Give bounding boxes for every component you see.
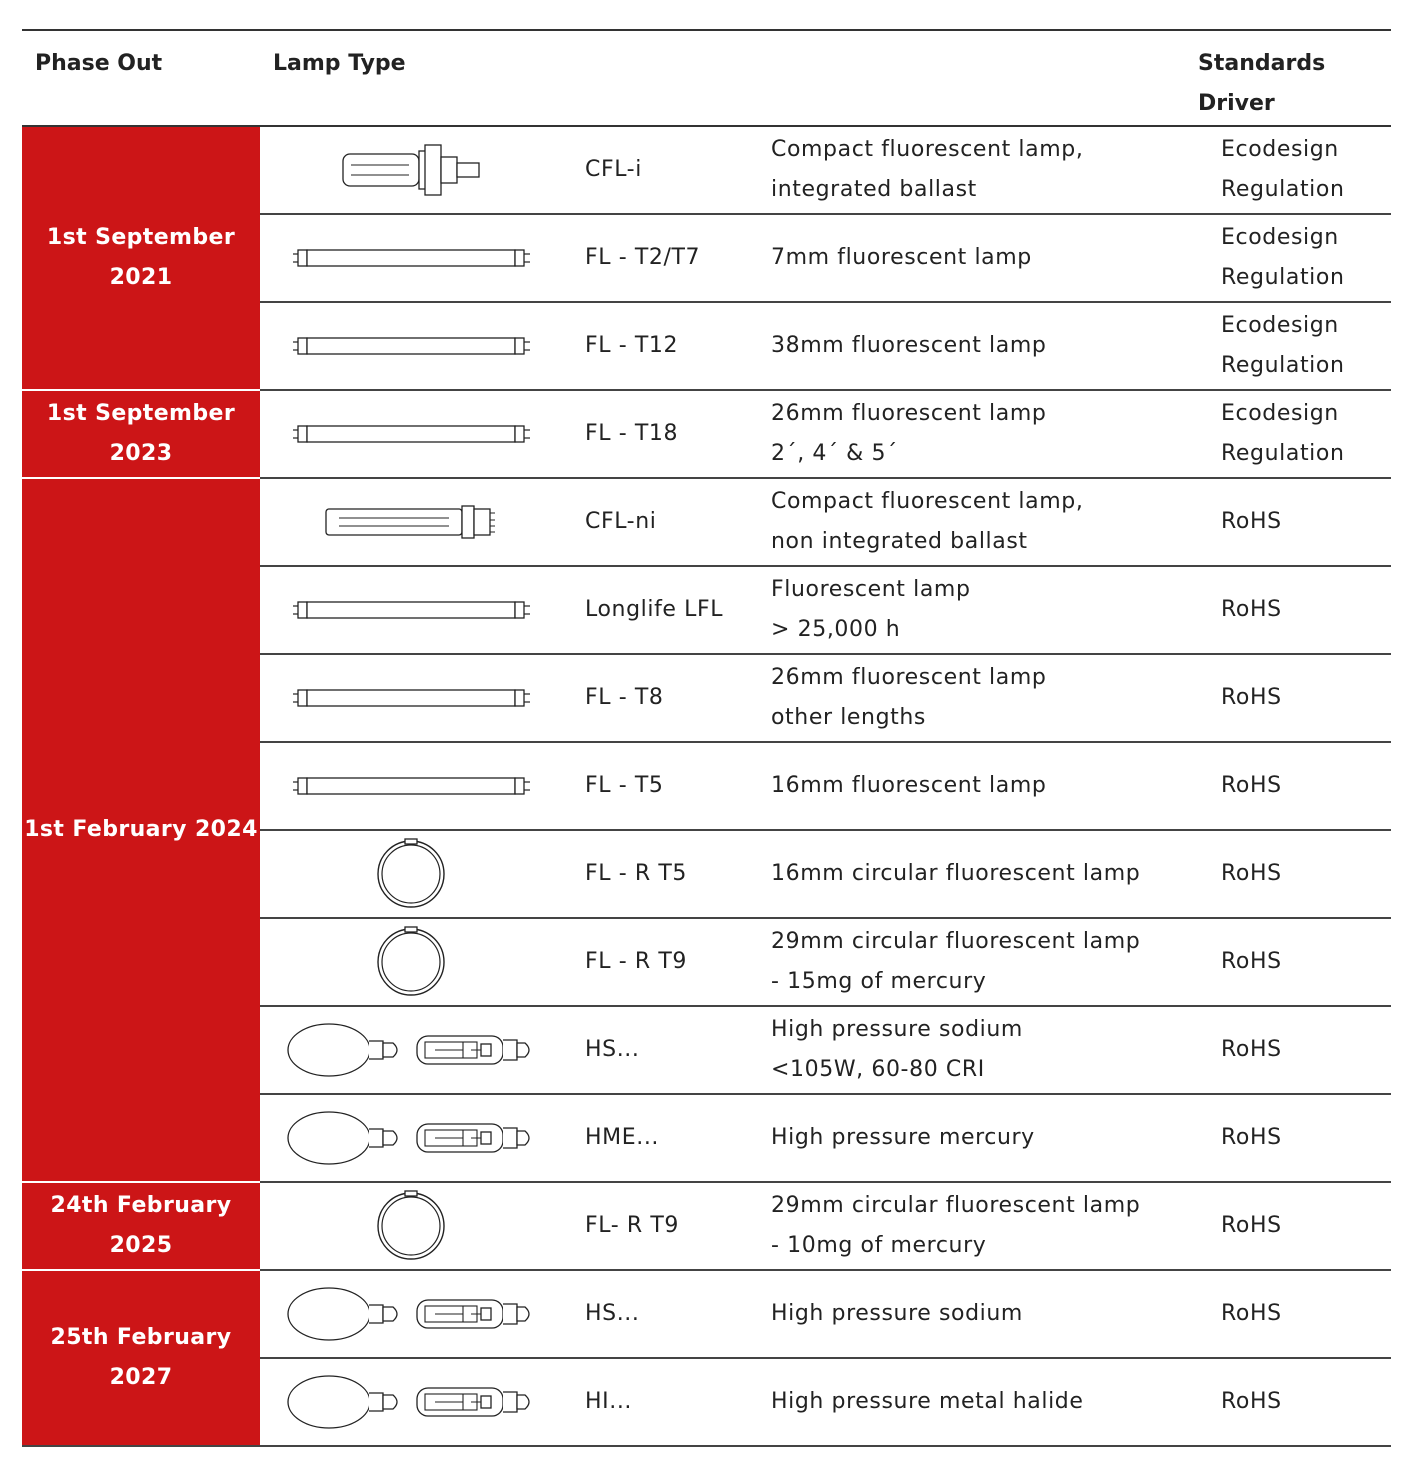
standards-driver: RoHS: [1198, 1270, 1391, 1358]
linear-tube-lamp-icon: [291, 421, 531, 446]
table-row: [22, 126, 1391, 214]
lamp-illustration-cell: [260, 390, 562, 478]
lamp-code: CFL-i: [562, 126, 748, 214]
lamp-description: 29mm circular fluorescent lamp - 10mg of mercury: [748, 1182, 1198, 1270]
phase-out-header: Phase Out: [22, 30, 260, 126]
lamp-code: FL- R T9: [562, 1182, 748, 1270]
hid-lamp-icon: [285, 1389, 537, 1414]
hid-lamp-icon: [285, 1037, 537, 1062]
lamp-illustration-cell: [260, 478, 562, 566]
standards-driver: RoHS: [1198, 1358, 1391, 1446]
standards-driver: RoHS: [1198, 1094, 1391, 1182]
lamp-illustration-cell: [260, 1270, 562, 1358]
lamp-description: High pressure mercury: [748, 1094, 1198, 1182]
standards-driver: RoHS: [1198, 830, 1391, 918]
hid-lamp-icon: [285, 1301, 537, 1326]
lamp-illustration-cell: [260, 1006, 562, 1094]
standards-driver: RoHS: [1198, 478, 1391, 566]
table-header: [22, 30, 1391, 126]
lamp-code: Longlife LFL: [562, 566, 748, 654]
lamp-illustration-cell: [260, 1358, 562, 1446]
lamp-code: FL - T18: [562, 390, 748, 478]
standards-driver: RoHS: [1198, 918, 1391, 1006]
linear-tube-lamp-icon: [291, 597, 531, 622]
standards-driver: RoHS: [1198, 1006, 1391, 1094]
lamp-description: 26mm fluorescent lamp 2´, 4´ & 5´: [748, 390, 1198, 478]
lamp-description: 38mm fluorescent lamp: [748, 302, 1198, 390]
standards-driver: Ecodesign Regulation: [1198, 390, 1391, 478]
standards-driver: RoHS: [1198, 742, 1391, 830]
standards-driver: Ecodesign Regulation: [1198, 302, 1391, 390]
cfl-non-integrated-lamp-icon: [323, 509, 499, 534]
lamp-code: FL - T8: [562, 654, 748, 742]
lamp-code: HS...: [562, 1006, 748, 1094]
lamp-description: 26mm fluorescent lamp other lengths: [748, 654, 1198, 742]
lamp-illustration-cell: [260, 302, 562, 390]
lamp-illustration-cell: [260, 654, 562, 742]
table-row: [22, 1182, 1391, 1270]
circular-lamp-icon: [375, 861, 447, 886]
lamp-type-header: Lamp Type: [260, 30, 1198, 126]
standards-driver-header: [1198, 30, 1391, 126]
phase-out-date: 1st February 2024: [22, 478, 260, 1182]
standards-driver-label: Standards Driver: [1198, 51, 1326, 116]
phase-out-date: 25th February 2027: [22, 1270, 260, 1446]
cfl-integrated-lamp-icon: [339, 157, 483, 182]
table-row: [22, 478, 1391, 566]
lamp-description: Fluorescent lamp > 25,000 h: [748, 566, 1198, 654]
phase-out-date: 1st September 2021: [22, 126, 260, 390]
lamp-code: HI...: [562, 1358, 748, 1446]
lamp-description: High pressure metal halide: [748, 1358, 1198, 1446]
lamp-description: 16mm fluorescent lamp: [748, 742, 1198, 830]
phase-out-date: 1st September 2023: [22, 390, 260, 478]
lamp-code: FL - T5: [562, 742, 748, 830]
linear-tube-lamp-icon: [291, 685, 531, 710]
lamp-code: HS...: [562, 1270, 748, 1358]
hid-lamp-icon: [285, 1125, 537, 1150]
lamp-code: HME...: [562, 1094, 748, 1182]
lamp-code: FL - R T9: [562, 918, 748, 1006]
lamp-illustration-cell: [260, 830, 562, 918]
lamp-description: 29mm circular fluorescent lamp - 15mg of mercury: [748, 918, 1198, 1006]
table-row: [22, 1270, 1391, 1358]
standards-driver: Ecodesign Regulation: [1198, 214, 1391, 302]
lamp-description: High pressure sodium <105W, 60-80 CRI: [748, 1006, 1198, 1094]
lamp-description: 7mm fluorescent lamp: [748, 214, 1198, 302]
linear-tube-lamp-icon: [291, 773, 531, 798]
phase-out-date: 24th February 2025: [22, 1182, 260, 1270]
lamp-description: High pressure sodium: [748, 1270, 1198, 1358]
lamp-illustration-cell: [260, 566, 562, 654]
lamp-illustration-cell: [260, 1094, 562, 1182]
lamp-illustration-cell: [260, 918, 562, 1006]
standards-driver: RoHS: [1198, 654, 1391, 742]
table-body: [22, 126, 1391, 1446]
lamp-code: FL - T2/T7: [562, 214, 748, 302]
lamp-phase-out-table: [22, 29, 1391, 1447]
standards-driver: RoHS: [1198, 566, 1391, 654]
standards-driver: Ecodesign Regulation: [1198, 126, 1391, 214]
lamp-code: FL - R T5: [562, 830, 748, 918]
lamp-illustration-cell: [260, 742, 562, 830]
lamp-description: Compact fluorescent lamp, integrated ballast: [748, 126, 1198, 214]
lamp-illustration-cell: [260, 1182, 562, 1270]
linear-tube-lamp-icon: [291, 245, 531, 270]
lamp-code: CFL-ni: [562, 478, 748, 566]
lamp-description: 16mm circular fluorescent lamp: [748, 830, 1198, 918]
lamp-illustration-cell: [260, 214, 562, 302]
table-row: [22, 390, 1391, 478]
standards-driver: RoHS: [1198, 1182, 1391, 1270]
circular-lamp-icon: [375, 1213, 447, 1238]
lamp-illustration-cell: [260, 126, 562, 214]
circular-lamp-icon: [375, 949, 447, 974]
lamp-code: FL - T12: [562, 302, 748, 390]
lamp-description: Compact fluorescent lamp, non integrated ballast: [748, 478, 1198, 566]
linear-tube-lamp-icon: [291, 333, 531, 358]
